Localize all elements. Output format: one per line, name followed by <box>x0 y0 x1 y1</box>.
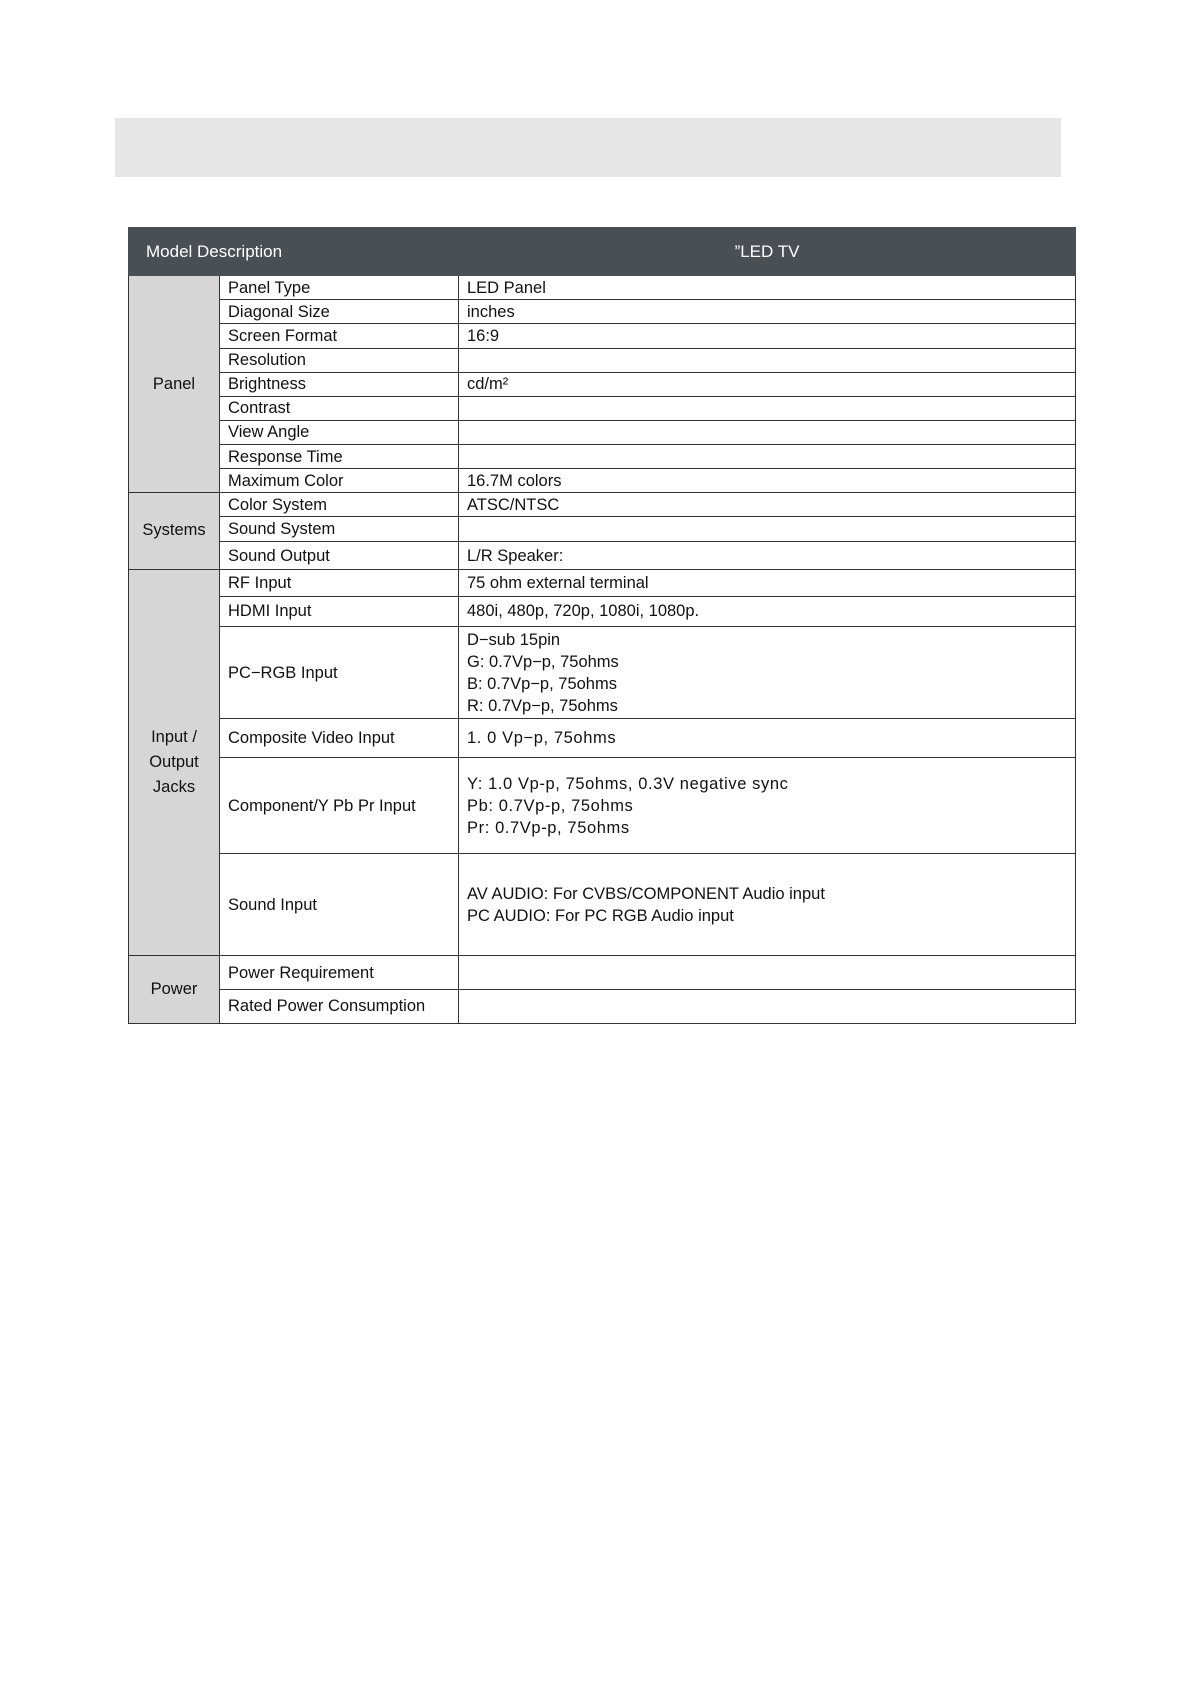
table-row <box>129 420 1076 444</box>
spec-name: Rated Power Consumption <box>220 989 459 1023</box>
spec-name: RF Input <box>220 569 459 596</box>
spec-value: 16.7M colors <box>459 469 1076 493</box>
spec-value: 75 ohm external terminal <box>459 569 1076 596</box>
spec-value: inches <box>459 300 1076 324</box>
spec-value: L/R Speaker: <box>459 542 1076 569</box>
spec-value: LED Panel <box>459 276 1076 300</box>
spec-name: Resolution <box>220 348 459 372</box>
table-row <box>129 596 1076 626</box>
table-row <box>129 348 1076 372</box>
spec-name: Power Requirement <box>220 956 459 989</box>
spec-name: Maximum Color <box>220 469 459 493</box>
spec-value: AV AUDIO: For CVBS/COMPONENT Audio input PC AUDIO: For PC RGB Audio input <box>459 853 1076 956</box>
spec-value: cd/m² <box>459 372 1076 396</box>
spec-value <box>459 445 1076 469</box>
table-row <box>129 853 1076 956</box>
spec-name: Panel Type <box>220 276 459 300</box>
table-row <box>129 569 1076 596</box>
product-name-header: ”LED TV <box>459 228 1076 276</box>
spec-name: HDMI Input <box>220 596 459 626</box>
spec-name: Sound System <box>220 517 459 542</box>
spec-name: Diagonal Size <box>220 300 459 324</box>
spec-name: Color System <box>220 493 459 517</box>
model-description-header: Model Description <box>129 228 459 276</box>
table-row <box>129 542 1076 569</box>
table-row <box>129 276 1076 300</box>
spec-value <box>459 956 1076 989</box>
spec-name: Screen Format <box>220 324 459 348</box>
table-row <box>129 719 1076 758</box>
spec-value: D−sub 15pin G: 0.7Vp−p, 75ohms B: 0.7Vp−p, 75ohms R: 0.7Vp−p, 75ohms <box>459 626 1076 718</box>
spec-name: View Angle <box>220 420 459 444</box>
table-row <box>129 626 1076 718</box>
spec-value: 480i, 480p, 720p, 1080i, 1080p. <box>459 596 1076 626</box>
category-input-output-jacks: Input / Output Jacks <box>129 569 220 956</box>
table-row <box>129 469 1076 493</box>
category-power: Power <box>129 956 220 1024</box>
table-row <box>129 956 1076 989</box>
spec-value: Y: 1.0 Vp-p, 75ohms, 0.3V negative sync Pb: 0.7Vp-p, 75ohms Pr: 0.7Vp-p, 75ohms <box>459 758 1076 853</box>
spec-value <box>459 348 1076 372</box>
spec-name: Sound Output <box>220 542 459 569</box>
spec-value <box>459 989 1076 1023</box>
spec-name: Sound Input <box>220 853 459 956</box>
category-systems: Systems <box>129 493 220 569</box>
table-row <box>129 517 1076 542</box>
category-panel: Panel <box>129 276 220 493</box>
table-header-row <box>129 228 1076 276</box>
spec-value <box>459 396 1076 420</box>
table-row <box>129 989 1076 1023</box>
specification-table <box>128 227 1076 1024</box>
table-row <box>129 758 1076 853</box>
spec-value <box>459 420 1076 444</box>
spec-value: 1. 0 Vp−p, 75ohms <box>459 719 1076 758</box>
table-row <box>129 445 1076 469</box>
spec-value: ATSC/NTSC <box>459 493 1076 517</box>
table-row <box>129 300 1076 324</box>
spec-name: PC−RGB Input <box>220 626 459 718</box>
spec-name: Contrast <box>220 396 459 420</box>
table-row <box>129 396 1076 420</box>
spec-name: Composite Video Input <box>220 719 459 758</box>
spec-name: Response Time <box>220 445 459 469</box>
table-row <box>129 493 1076 517</box>
table-row <box>129 372 1076 396</box>
table-row <box>129 324 1076 348</box>
header-banner <box>115 118 1061 177</box>
spec-name: Brightness <box>220 372 459 396</box>
spec-value <box>459 517 1076 542</box>
spec-name: Component/Y Pb Pr Input <box>220 758 459 853</box>
spec-value: 16:9 <box>459 324 1076 348</box>
